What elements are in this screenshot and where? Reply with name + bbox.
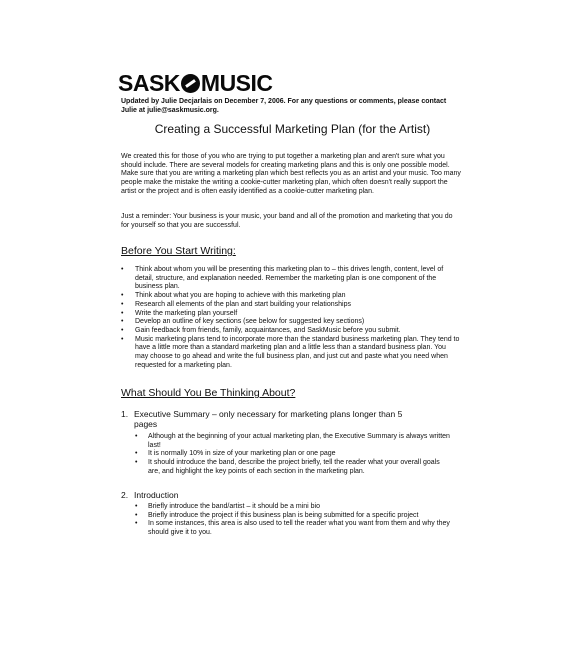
- list-item: • Write the marketing plan yourself: [121, 310, 461, 319]
- item-number: 1.: [121, 409, 129, 419]
- list-item: • Research all elements of the plan and start building your relationships: [121, 301, 461, 310]
- list-item: • In some instances, this area is also used to tell the reader what you want from them and why they should give it to you.: [135, 520, 453, 537]
- saskmusic-logo: [118, 71, 273, 95]
- intro-paragraph-1: We created this for those of you who are trying to put together a marketing plan and aren't sure what you should include. There are several models for creating marketing plans and this is only one possible model. Make sure that you are writing a marketing plan which best reflects you as an artist and your music. Too many people make the mistake the writing a cookie-cutter marketing plan, which often doesn't really support the artist or the project and is often easily identified as a cookie-cutter marketing plan.: [121, 153, 461, 195]
- list-item: • Briefly introduce the project if this business plan is being submitted for a specific project: [135, 512, 453, 521]
- item-title: Executive Summary – only necessary for marketing plans longer than 5: [134, 409, 403, 419]
- logo-mark-icon: [181, 74, 200, 93]
- list-item: • Briefly introduce the band/artist – it should be a mini bio: [135, 503, 453, 512]
- list-item: • Think about what you are hoping to achieve with this marketing plan: [121, 292, 461, 301]
- update-line-2: Julie at julie@saskmusic.org.: [121, 107, 219, 114]
- numbered-item-executive-summary: [121, 409, 461, 429]
- item-title: Introduction: [134, 490, 179, 500]
- item-number: 2.: [121, 490, 129, 500]
- before-writing-list: [121, 266, 461, 370]
- list-item: • Although at the beginning of your actual marketing plan, the Executive Summary is always written last!: [135, 433, 453, 450]
- section-heading-before-writing: Before You Start Writing:: [121, 245, 236, 257]
- list-item: • Gain feedback from friends, family, acquaintances, and SaskMusic before you submit.: [121, 327, 461, 336]
- intro-paragraph-2: Just a reminder: Your business is your music, your band and all of the promotion and marketing that you do for yourself so that you are successful.: [121, 213, 453, 229]
- section-heading-thinking-about: What Should You Be Thinking About?: [121, 387, 296, 399]
- list-item: • Music marketing plans tend to incorporate more than the standard business marketing plan. They tend to have a little more than a standard marketing plan and a little less than a standard business plan. You may choose to go ahead and write the full business plan, and just cut and paste what you need when requested for a marketing plan.: [121, 336, 461, 371]
- update-note: [121, 97, 461, 115]
- list-item: • Develop an outline of key sections (see below for suggested key sections): [121, 318, 461, 327]
- item-title-continued: pages: [134, 419, 158, 429]
- introduction-list: [135, 503, 453, 538]
- list-item: • It should introduce the band, describe the project briefly, tell the reader what your overall goals are, and highlight the key points of each section in the marketing plan.: [135, 459, 453, 476]
- page-title: Creating a Successful Marketing Plan (for the Artist): [154, 122, 431, 136]
- logo-text-left: SASK: [118, 70, 180, 96]
- executive-summary-list: [135, 433, 453, 477]
- list-item: • Think about whom you will be presenting this marketing plan to – this drives length, content, level of detail, structure, and explanation needed. Remember the marketing plan is one component of the business plan.: [121, 266, 461, 292]
- update-line-1: Updated by Julie Decjarlais on December 7, 2006. For any questions or comments, please contact: [121, 98, 447, 105]
- numbered-item-introduction: [121, 490, 461, 500]
- list-item: • It is normally 10% in size of your marketing plan or one page: [135, 450, 453, 459]
- logo-text-right: MUSIC: [200, 70, 273, 96]
